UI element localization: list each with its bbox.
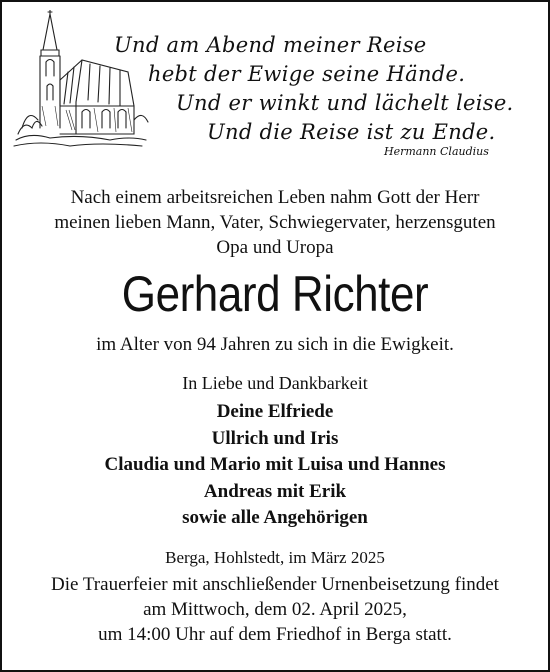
poem-author: Hermann Claudius xyxy=(384,145,489,158)
intro-text xyxy=(2,185,548,260)
poem-line: hebt der Ewige seine Hände. xyxy=(148,62,466,86)
deceased-name: Gerhard Richter xyxy=(121,266,429,322)
poem-line: Und er winkt und lächelt leise. xyxy=(176,91,514,115)
mourner-entry: Ullrich und Iris xyxy=(211,427,339,449)
poem-line: Und die Reise ist zu Ende. xyxy=(207,120,496,144)
intro-line: Nach einem arbeitsreichen Leben nahm Gott der Herr xyxy=(70,187,480,208)
age-line: im Alter von 94 Jahren zu sich in die Ewigkeit. xyxy=(96,334,454,355)
mourners-list xyxy=(2,399,548,532)
mourner-entry: Andreas mit Erik xyxy=(203,480,347,502)
intro-line: meinen lieben Mann, Vater, Schwiegervater, herzensguten xyxy=(54,212,496,233)
mourner-entry: Claudia und Mario mit Luisa und Hannes xyxy=(104,454,446,475)
poem-line: Und am Abend meiner Reise xyxy=(114,33,427,57)
service-line: am Mittwoch, dem 02. April 2025, xyxy=(143,599,407,620)
mourner-entry: sowie alle Angehörigen xyxy=(182,507,368,528)
service-line: um 14:00 Uhr auf dem Friedhof in Berga statt. xyxy=(98,624,452,645)
service-details xyxy=(2,572,548,647)
place-date: Berga, Hohlstedt, im März 2025 xyxy=(165,548,385,567)
mourner-entry: Deine Elfriede xyxy=(216,401,334,422)
closing-phrase: In Liebe und Dankbarkeit xyxy=(182,373,368,393)
service-line: Die Trauerfeier mit anschließender Urnenbeisetzung findet xyxy=(51,574,499,595)
intro-line: Opa und Uropa xyxy=(216,237,334,258)
poem xyxy=(2,2,548,172)
